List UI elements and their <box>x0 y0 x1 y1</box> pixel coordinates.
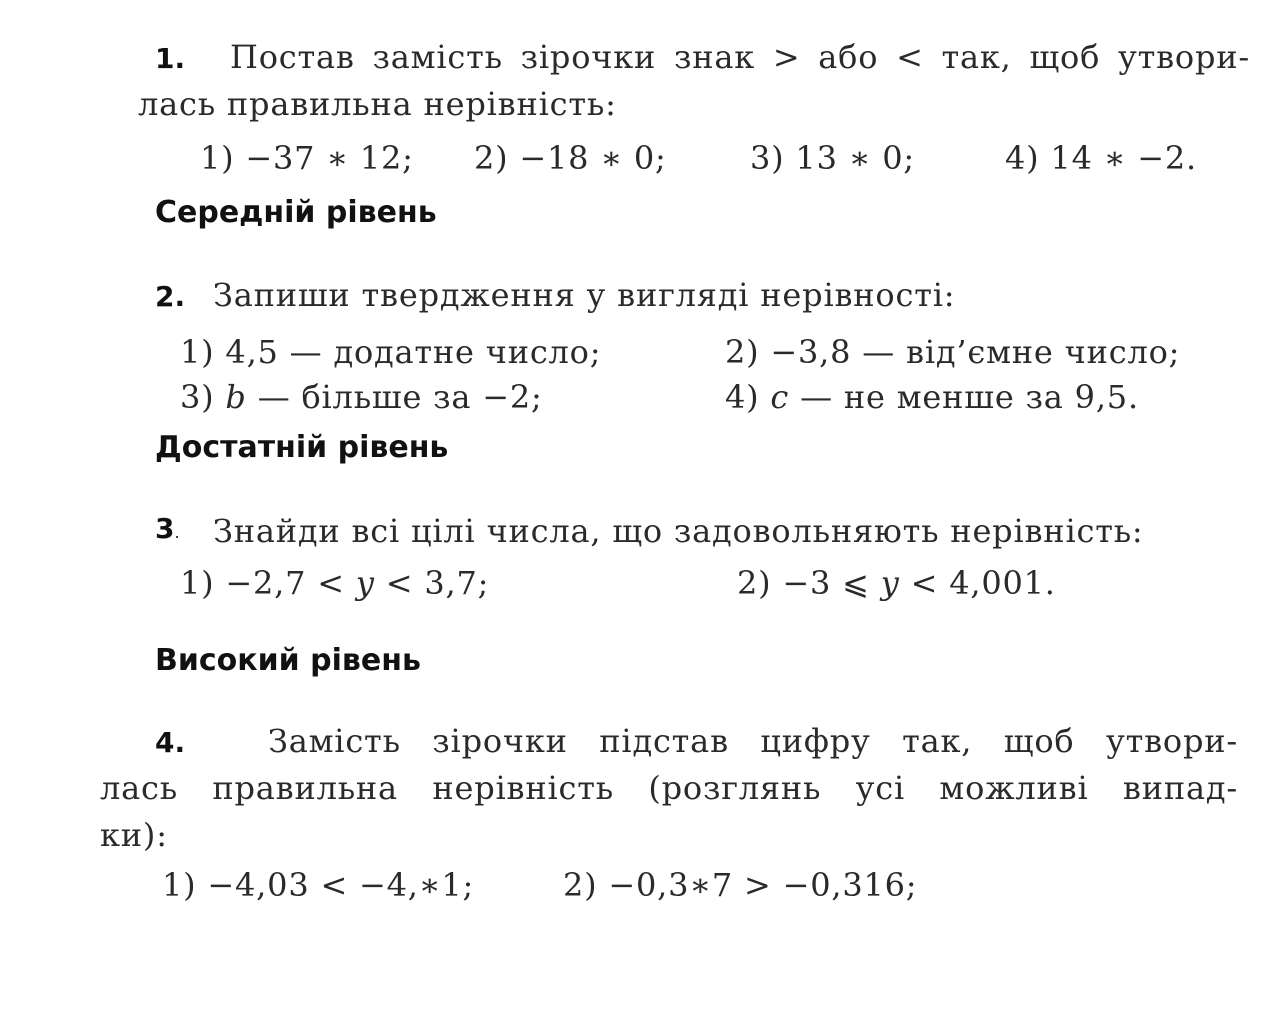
task4-text-line3: ки): <box>100 816 168 854</box>
task2-item-1: 1) 4,5 — додатне число; <box>180 333 602 371</box>
task3-text: Знайди всі цілі числа, що задовольняють нерівність: <box>213 512 1144 550</box>
task1-item-2: 2) −18 ∗ 0; <box>474 139 667 177</box>
task1-item-4: 4) 14 ∗ −2. <box>1005 139 1197 177</box>
task2-item-4: 4) c — не менше за 9,5. <box>725 378 1139 416</box>
level-high-heading: Високий рівень <box>155 643 421 678</box>
task4-text-line1: Замість зірочки підстав цифру так, щоб утвори- <box>268 722 1238 760</box>
task1-item-3: 3) 13 ∗ 0; <box>750 139 915 177</box>
level-medium-heading: Середній рівень <box>155 195 437 230</box>
task4-number: 4. <box>155 726 186 759</box>
task3-item-1: 1) −2,7 < y < 3,7; <box>180 564 490 602</box>
task1-item-1: 1) −37 ∗ 12; <box>200 139 414 177</box>
task2-item-2: 2) −3,8 — від’ємне число; <box>725 333 1181 371</box>
variable-c: c <box>770 378 790 416</box>
task1-text-line1: Постав замість зірочки знак > або < так, щоб утвори- <box>230 38 1250 76</box>
level-sufficient-heading: Достатній рівень <box>155 430 449 465</box>
variable-y: y <box>880 564 900 602</box>
variable-y: y <box>355 564 375 602</box>
task4-item-2: 2) −0,3∗7 > −0,316; <box>563 866 918 904</box>
task3-item-2: 2) −3 ⩽ y < 4,001. <box>737 564 1056 602</box>
variable-b: b <box>225 378 247 416</box>
task2-item-3: 3) b — більше за −2; <box>180 378 543 416</box>
task2-text: Запиши твердження у вигляді нерівності: <box>213 276 956 314</box>
task1-text-line2: лась правильна нерівність: <box>138 85 617 123</box>
task4-item-1: 1) −4,03 < −4,∗1; <box>162 866 475 904</box>
task4-text-line2: лась правильна нерівність (розглянь усі можливі випад- <box>100 769 1238 807</box>
task2-number: 2. <box>155 280 186 313</box>
task3-number: 3. <box>155 512 180 545</box>
task1-number: 1. <box>155 42 186 75</box>
